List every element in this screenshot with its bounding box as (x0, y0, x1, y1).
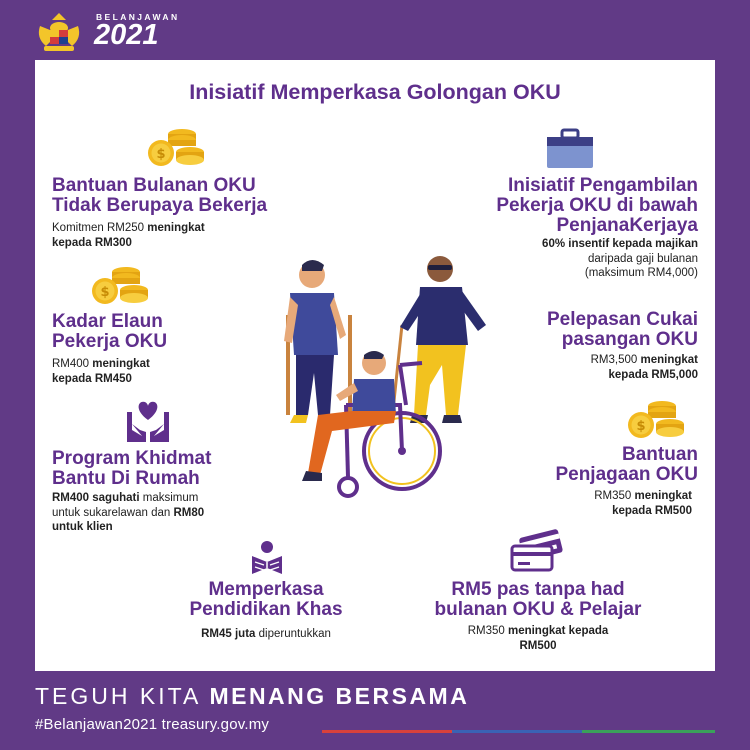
khidmat-heading: Program Khidmat Bantu Di Rumah (52, 448, 212, 489)
elaun-heading: Kadar Elaun Pekerja OKU (52, 311, 168, 352)
brand-year: 2021 (94, 19, 159, 51)
crest-icon (34, 10, 84, 54)
cukai-heading: Pelepasan Cukai pasangan OKU (546, 309, 698, 350)
bantuan-bulanan-heading: Bantuan Bulanan OKU Tidak Berupaya Bekerja (52, 175, 268, 216)
elaun-desc: RM400 meningkat kepada RM450 (52, 358, 150, 385)
stripe-green (582, 730, 715, 733)
pas-heading: RM5 pas tanpa had bulanan OKU & Pelajar (434, 579, 642, 620)
page-title: Inisiatif Memperkasa Golongan OKU (189, 80, 561, 104)
svg-text:$: $ (636, 419, 646, 434)
footer-hashtag: #Belanjawan2021 treasury.gov.my (35, 716, 270, 733)
people-illustration (250, 255, 502, 500)
footer-slogan: TEGUH KITA MENANG BERSAMA (35, 683, 470, 709)
reading-person-icon (250, 540, 284, 576)
pass-cards-icon (508, 528, 566, 574)
stripe-red (322, 730, 452, 733)
brand-label: BELANJAWAN (96, 12, 180, 22)
stripe-blue (452, 730, 582, 733)
briefcase-icon (545, 128, 595, 170)
penjagaan-desc: RM350 meningkat kepada RM500 (594, 490, 692, 517)
pendidikan-desc: RM45 juta diperuntukkan (201, 628, 331, 640)
coin-stack-icon (626, 398, 688, 444)
svg-text:$: $ (100, 285, 110, 300)
pendidikan-heading: Memperkasa Pendidikan Khas (189, 579, 343, 620)
pas-desc: RM350 meningkat kepada RM500 (467, 625, 609, 652)
pengambilan-heading: Inisiatif Pengambilan Pekerja OKU di bawah PenjanaKerjaya (496, 175, 698, 236)
coin-stack-icon (146, 126, 208, 172)
coin-stack-icon (90, 264, 152, 310)
penjagaan-heading: Bantuan Penjagaan OKU (555, 444, 698, 485)
svg-text:$: $ (156, 147, 166, 162)
bantuan-bulanan-desc: Komitmen RM250 meningkat kepada RM300 (52, 222, 205, 249)
heart-hands-icon (124, 398, 172, 444)
khidmat-desc: RM400 saguhati maksimum untuk sukarelawan dan RM80 untuk klien (52, 492, 205, 533)
pengambilan-desc: 60% insentif kepada majikan daripada gaji bulanan (maksimum RM4,000) (542, 238, 698, 279)
cukai-desc: RM3,500 meningkat kepada RM5,000 (590, 354, 698, 381)
